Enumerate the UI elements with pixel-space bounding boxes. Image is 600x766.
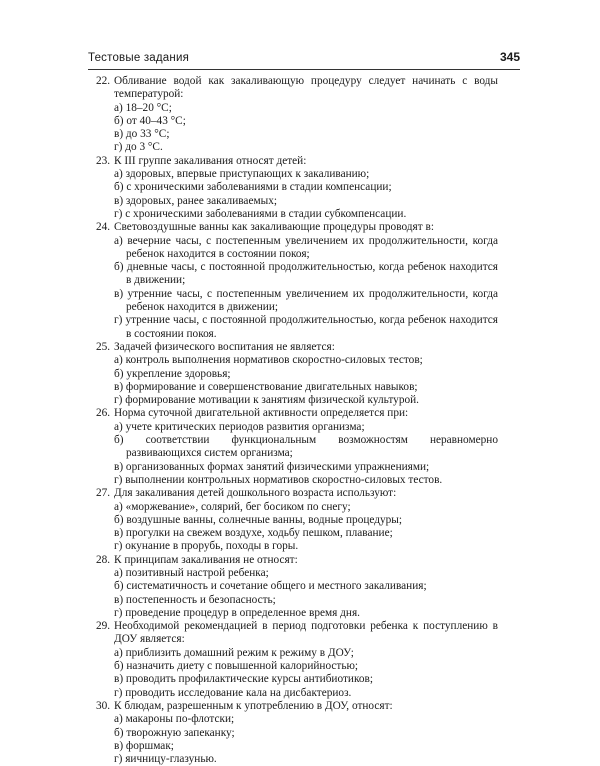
question-number: 25.	[96, 340, 111, 353]
page-number: 345	[499, 50, 520, 64]
answer-option: а) макароны по-флотски;	[114, 713, 235, 726]
question-text: Норма суточной двигательной активности определяется при:	[114, 407, 409, 420]
question-25	[96, 341, 498, 407]
answer-option: г) формирование мотивации к занятиям физической культурой.	[114, 394, 419, 407]
question-26	[96, 407, 498, 487]
answer-option: б) воздушные ванны, солнечные ванны, водные процедуры;	[114, 513, 403, 526]
question-number: 26.	[96, 407, 111, 420]
answer-option: в) формирование и совершенствование двигательных навыков;	[114, 380, 418, 393]
question-number: 28.	[96, 553, 111, 566]
answer-option: б) систематичность и сочетание общего и местного закаливания;	[114, 580, 427, 593]
answer-option: в) прогулки на свежем воздухе, ходьбу пешком, плавание;	[114, 527, 393, 540]
header-rule	[88, 69, 520, 70]
answer-option: а) 18–20 °С;	[114, 101, 172, 114]
answer-option: г) выполнении контрольных нормативов скоростно-силовых тестов.	[114, 473, 443, 486]
answer-option: б) дневные часы, с постоянной продолжительностью, когда ребенок находится в движении;	[114, 261, 498, 287]
answer-option: а) приблизить домашний режим к режиму в ДОУ;	[114, 646, 354, 659]
answer-option: б) творожную запеканку;	[114, 726, 235, 739]
answer-option: а) контроль выполнения нормативов скоростно-силовых тестов;	[114, 354, 423, 367]
answer-option: г) проведение процедур в определенное время дня.	[114, 606, 360, 619]
question-number: 24.	[96, 221, 111, 234]
answer-option: в) утренние часы, с постепенным увеличением их продолжительности, когда ребенок находится в движении;	[114, 287, 498, 314]
answer-option: г) до 3 °С.	[114, 141, 163, 154]
question-text: Световоздушные ванны как закаливающие процедуры проводят в:	[114, 221, 434, 234]
answer-option: в) здоровых, ранее закаливаемых;	[114, 194, 277, 207]
answer-option: г) яичницу-глазунью.	[114, 753, 217, 766]
question-23	[96, 155, 498, 221]
running-head: Тестовые задания	[88, 52, 190, 64]
answer-option: в) до 33 °С;	[114, 128, 170, 141]
question-text: Для закаливания детей дошкольного возраста используют:	[114, 487, 397, 500]
answer-option: а) учете критических периодов развития организма;	[114, 420, 365, 433]
answer-option: б) укрепление здоровья;	[114, 367, 231, 380]
question-list	[96, 75, 498, 766]
question-27	[96, 487, 498, 553]
page-header	[88, 50, 520, 66]
answer-option: в) проводить профилактические курсы антибиотиков;	[114, 673, 374, 686]
answer-option: г) окунание в прорубь, походы в горы.	[114, 540, 299, 553]
question-28	[96, 554, 498, 620]
question-22	[96, 75, 498, 155]
question-text: Обливание водой как закаливающую процедуру следует начинать с воды температурой:	[114, 75, 498, 101]
answer-option: в) организованных формах занятий физическими упражнениями;	[114, 460, 430, 473]
question-text: Необходимой рекомендацией в период подготовки ребенка к поступлению в ДОУ является:	[114, 620, 498, 646]
answer-option: б) от 40–43 °С;	[114, 114, 186, 127]
question-text: К принципам закаливания не относят:	[114, 553, 298, 566]
answer-option: г) с хроническими заболеваниями в стадии субкомпенсации.	[114, 207, 407, 220]
answer-option: в) постепенность и безопасность;	[114, 593, 276, 606]
question-text: Задачей физического воспитания не является:	[114, 340, 335, 353]
answer-option: г) проводить исследование кала на дисбактериоз.	[114, 686, 352, 699]
question-number: 22.	[96, 75, 111, 87]
answer-option: а) вечерние часы, с постепенным увеличением их продолжительности, когда ребенок находится в состоянии покоя;	[114, 234, 498, 260]
question-number: 30.	[96, 699, 111, 712]
question-number: 27.	[96, 487, 111, 500]
question-24	[96, 221, 498, 341]
question-text: К III группе закаливания относят детей:	[114, 154, 307, 167]
answer-option: а) «моржевание», солярий, бег босиком по снегу;	[114, 500, 351, 513]
answer-option: б) соответствии функциональным возможностям неравномерно развивающихся систем организма;	[114, 434, 498, 460]
answer-option: а) здоровых, впервые приступающих к закаливанию;	[114, 168, 370, 181]
answer-option: б) с хроническими заболеваниями в стадии компенсации;	[114, 181, 392, 194]
answer-option: в) форшмак;	[114, 739, 174, 752]
question-30	[96, 700, 498, 766]
answer-option: г) утренние часы, с постоянной продолжительностью, когда ребенок находится в состоянии покоя.	[114, 314, 498, 340]
question-number: 29.	[96, 620, 111, 633]
question-text: К блюдам, разрешенным к употреблению в ДОУ, относят:	[114, 699, 393, 712]
answer-option: б) назначить диету с повышенной калорийностью;	[114, 660, 359, 673]
question-29	[96, 620, 498, 700]
question-number: 23.	[96, 154, 111, 167]
answer-option: а) позитивный настрой ребенка;	[114, 566, 269, 579]
